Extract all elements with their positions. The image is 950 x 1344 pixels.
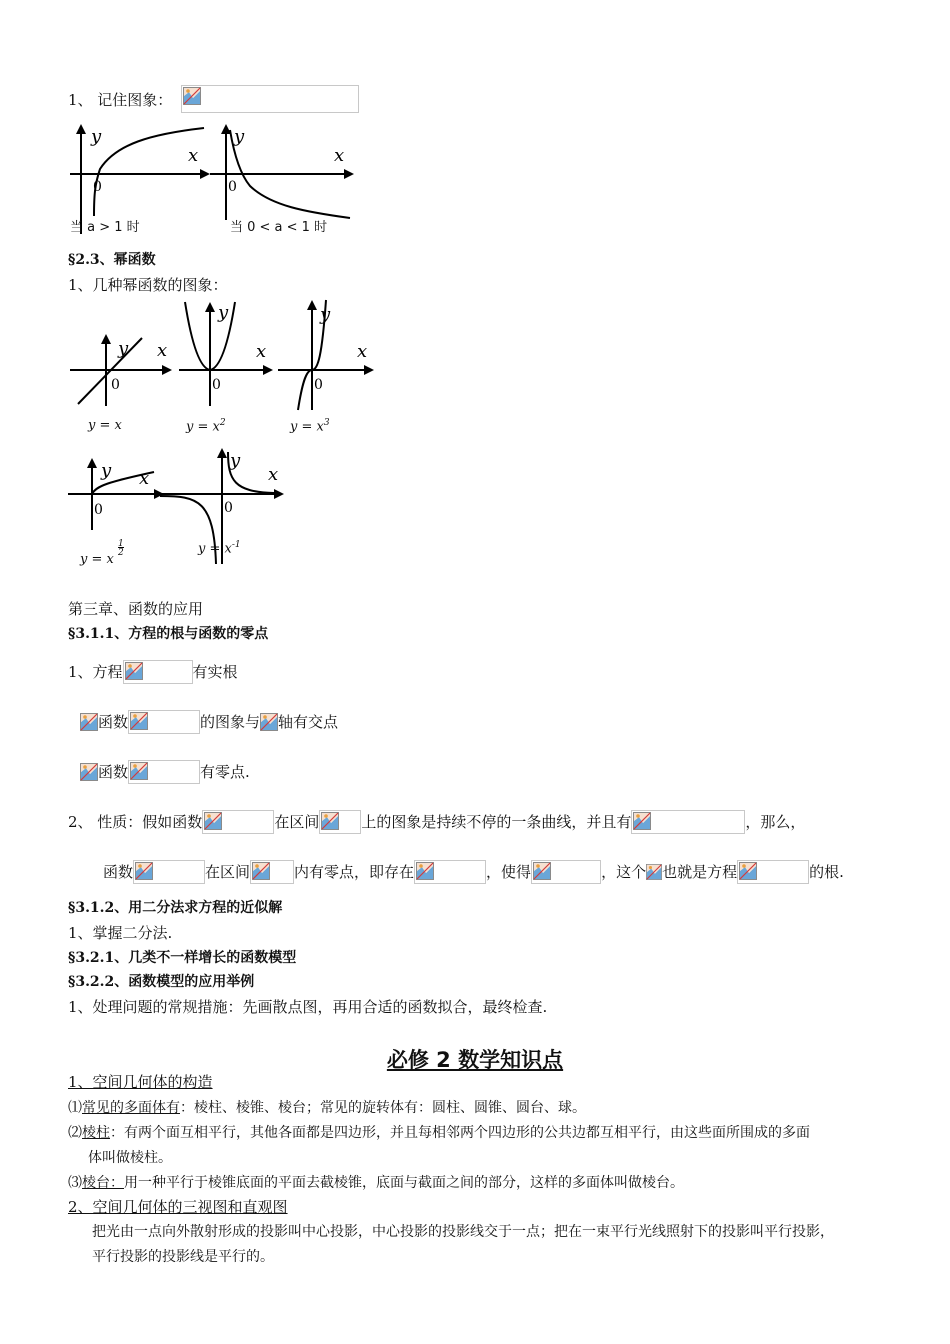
book2-point-3: ⑶棱台：用一种平行于棱锥底面的平面去截棱锥，底面与截面之间的部分，这样的多面体叫做棱台。: [68, 1175, 684, 1191]
book2-section-1-heading: 1、空间几何体的构造: [68, 1073, 213, 1091]
graph5-y-label: y: [230, 450, 241, 471]
graph3-y-label: y: [320, 304, 331, 325]
graph-y-eq-x: [68, 332, 174, 408]
graph4-x-label: x: [139, 468, 150, 489]
broken-image-icon: [416, 862, 434, 880]
graph1-y-label: y: [118, 338, 129, 359]
formula-image-placeholder: [414, 860, 486, 884]
graph4-y-label: y: [101, 460, 112, 481]
caption-y-eq-x2: $y = x^2$: [186, 418, 226, 435]
log-graph2-origin: 0: [228, 179, 237, 195]
graph5-x-label: x: [268, 464, 279, 485]
section-3-2-2-heading: §3.2.2、函数模型的应用举例: [68, 974, 255, 990]
book2-title: 必修 2 数学知识点: [386, 1048, 564, 1072]
broken-image-icon: [739, 862, 757, 880]
section-3-1-2-item: 1、掌握二分法.: [68, 924, 173, 942]
formula-image-placeholder: [123, 660, 193, 684]
log-graph-a-lt-1: [206, 124, 356, 224]
book2-paragraph-line-1: 把光由一点向外散射形成的投影叫中心投影，中心投影的投影线交于一点；把在一束平行光线照射下的投影叫平行投影，: [92, 1224, 834, 1240]
graph-y-eq-x2: [177, 300, 275, 408]
broken-image-icon: [135, 862, 153, 880]
caption-y-eq-sqrt-x: y = x $\frac{1}{2}$: [80, 539, 124, 567]
broken-image-icon: [252, 862, 270, 880]
power-item: 1、几种幂函数的图象：: [68, 276, 228, 294]
graph2-y-label: y: [218, 302, 229, 323]
equivalence-icon: [80, 763, 98, 781]
caption-y-eq-x3: $y = x^3$: [290, 418, 330, 435]
log-graph2-x-label: x: [334, 145, 345, 166]
broken-image-icon: [130, 712, 148, 730]
broken-image-icon: [533, 862, 551, 880]
section-3-2-1-heading: §3.2.1、几类不一样增长的函数模型: [68, 950, 297, 966]
property-line-1: 2、 性质：假如函数 在区间 上的图象是持续不停的一条曲线，并且有 ，那么，: [68, 808, 805, 835]
log-graph-y-label: y: [91, 126, 102, 147]
formula-image-placeholder: [181, 85, 359, 113]
book2-point-1: ⑴常见的多面体有：棱柱、棱锥、棱台；常见的旋转体有：圆柱、圆锥、圆台、球。: [68, 1100, 586, 1116]
broken-image-icon: [321, 812, 339, 830]
graph5-origin: 0: [224, 500, 233, 516]
section-3-2-2-item: 1、处理问题的常规措施：先画散点图，再用合适的函数拟合，最终检查.: [68, 998, 548, 1016]
book2-paragraph-line-2: 平行投影的投影线是平行的。: [92, 1249, 274, 1265]
equivalence-icon: [80, 713, 98, 731]
power-heading: §2.3、幂函数: [68, 252, 156, 268]
formula-image-placeholder: [531, 860, 601, 884]
log-caption-a-gt-1: 当 a > 1 时: [70, 220, 140, 235]
interval-image-placeholder: [250, 860, 294, 884]
graph4-origin: 0: [94, 502, 103, 518]
function-has-zero-line: 函数 有零点.: [80, 758, 250, 785]
broken-image-icon: [183, 87, 201, 105]
x-axis-symbol-icon: [260, 713, 278, 731]
broken-image-icon: [204, 812, 222, 830]
graph1-x-label: x: [157, 340, 168, 361]
log-item-text: 1、 记住图象：: [68, 91, 173, 109]
graph2-origin: 0: [212, 377, 221, 393]
section-3-1-1-heading: §3.1.1、方程的根与函数的零点: [68, 626, 269, 642]
formula-image-placeholder: [202, 810, 274, 834]
formula-image-placeholder: [128, 760, 200, 784]
c-symbol-icon: [646, 864, 662, 880]
log-graphs-intro: [68, 90, 172, 110]
book2-point-2-cont: 体叫做棱柱。: [88, 1150, 172, 1166]
graph3-x-label: x: [357, 341, 368, 362]
log-graph2-y-label: y: [234, 126, 245, 147]
caption-y-eq-x: y = x: [88, 418, 122, 433]
broken-image-icon: [130, 762, 148, 780]
broken-image-icon: [633, 812, 651, 830]
book2-point-2: ⑵棱柱：有两个面互相平行，其他各面都是四边形，并且每相邻两个四边形的公共边都互相平行，由这些面所围成的多面: [68, 1125, 810, 1141]
condition-image-placeholder: [631, 810, 745, 834]
formula-image-placeholder: [133, 860, 205, 884]
formula-image-placeholder: [128, 710, 200, 734]
graph-y-eq-sqrt-x: [66, 456, 166, 532]
property-line-2: 函数 在区间 内有零点，即存在 ，使得 ，这个 也就是方程 的根.: [103, 858, 844, 885]
book2-section-2-heading: 2、空间几何体的三视图和直观图: [68, 1198, 288, 1216]
equation-real-root-line: 1、方程 有实根: [68, 658, 238, 685]
graph-intersects-axis-line: 函数 的图象与 轴有交点: [80, 708, 338, 735]
caption-y-eq-inv-x: $y = x^{-1}$: [198, 540, 241, 557]
interval-image-placeholder: [319, 810, 361, 834]
graph2-x-label: x: [256, 341, 267, 362]
log-graph-origin: 0: [93, 179, 102, 195]
chapter3-title: 第三章、函数的应用: [68, 600, 204, 618]
graph-y-eq-x3: [276, 298, 376, 413]
log-caption-a-lt-1: 当 0 < a < 1 时: [230, 220, 328, 235]
graph3-origin: 0: [314, 377, 323, 393]
broken-image-icon: [125, 662, 143, 680]
graph1-origin: 0: [111, 377, 120, 393]
log-graph-x-label: x: [188, 145, 199, 166]
section-3-1-2-heading: §3.1.2、用二分法求方程的近似解: [68, 900, 283, 916]
formula-image-placeholder: [737, 860, 809, 884]
